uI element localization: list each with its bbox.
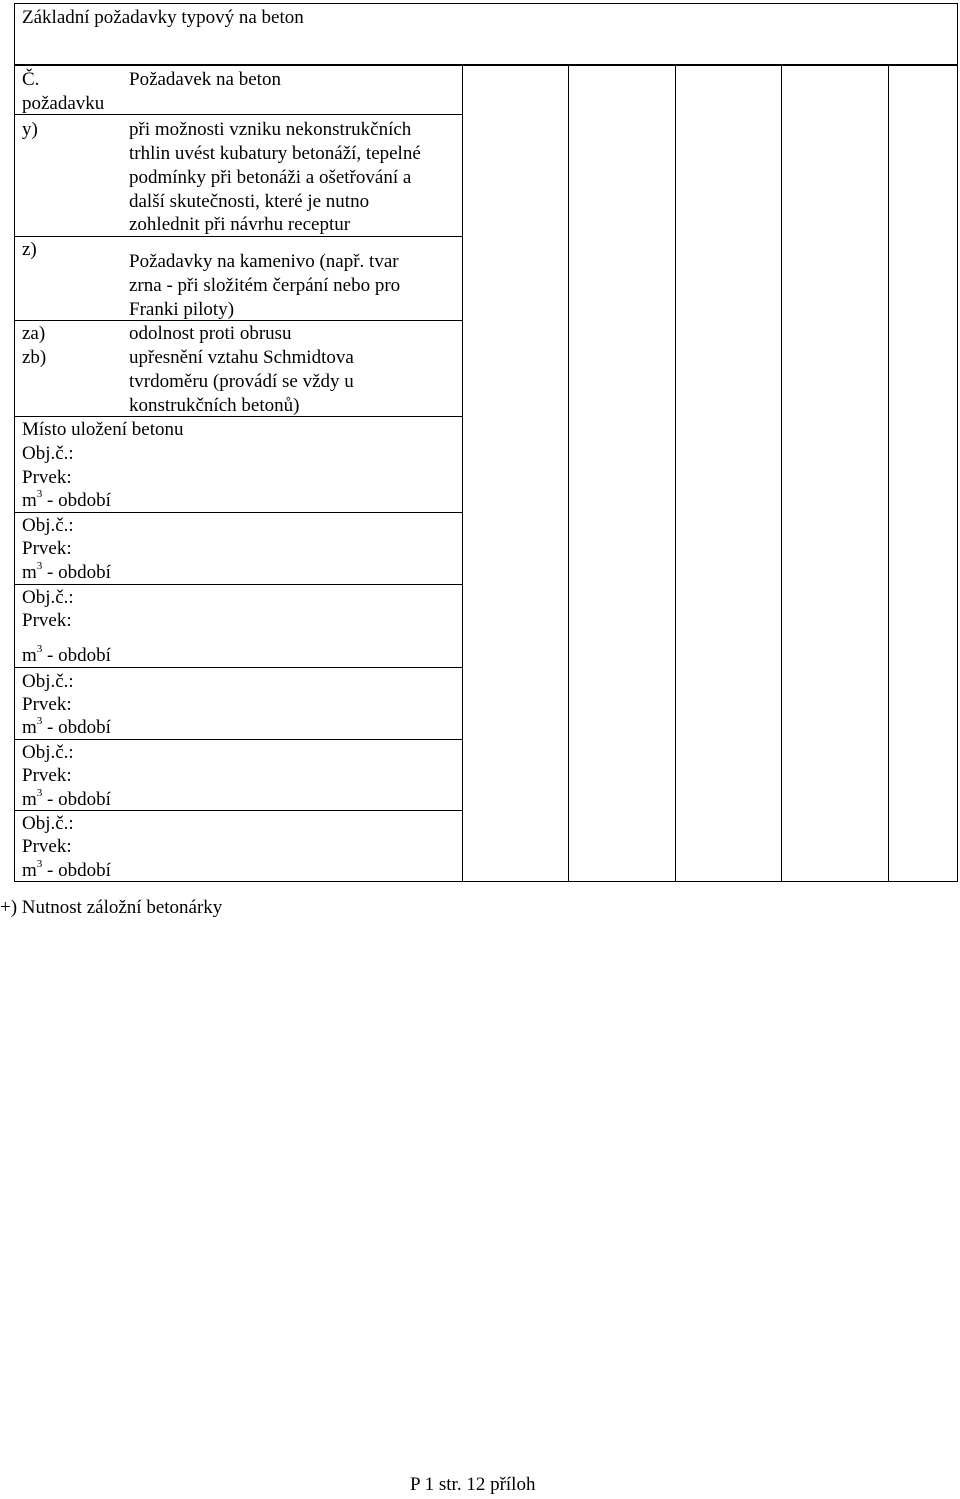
requirement-text-line: tvrdoměru (provádí se vždy u [129, 371, 354, 392]
object-element-label: Prvek: [22, 836, 72, 857]
requirement-text-line: další skutečnosti, které je nutno [129, 191, 370, 212]
object-element-label: Prvek: [22, 694, 72, 715]
requirement-text-line: odolnost proti obrusu [129, 323, 292, 344]
header-number-label: Č. [22, 69, 40, 90]
grid-column-line [462, 64, 463, 882]
requirement-text-line: při možnosti vzniku nekonstrukčních [129, 119, 412, 140]
table-left-border [14, 64, 15, 882]
footnote: +) Nutnost záložní betonárky [0, 897, 223, 918]
object-volume-period-label: $m^3$ - období [22, 857, 111, 881]
requirement-text-line: upřesnění vztahu Schmidtova [129, 347, 354, 368]
requirement-text-line: zrna - při složitém čerpání nebo pro [129, 275, 401, 296]
page-number-footer: P 1 str. 12 příloh [410, 1474, 536, 1495]
object-volume-period-label: $m^3$ - období [22, 786, 111, 810]
object-number-label: Obj.č.: [22, 742, 74, 763]
object-number-label: Obj.č.: [22, 587, 74, 608]
object-volume-period-label: $m^3$ - období [22, 487, 111, 511]
object-volume-period-label: $m^3$ - období [22, 559, 111, 583]
grid-column-line [888, 64, 889, 882]
requirement-code: zb) [22, 347, 47, 368]
object-number-label: Obj.č.: [22, 813, 74, 834]
object-number-label: Obj.č.: [22, 671, 74, 692]
page-title: Základní požadavky typový na beton [22, 7, 304, 28]
requirement-code: za) [22, 323, 46, 344]
object-element-label: Prvek: [22, 765, 72, 786]
table-bottom-border [14, 881, 958, 882]
object-volume-period-label: $m^3$ - období [22, 714, 111, 738]
title-box-top [14, 3, 958, 4]
grid-column-line [781, 64, 782, 882]
header-requirement-label: Požadavek na beton [129, 69, 281, 90]
object-element-label: Prvek: [22, 467, 72, 488]
requirement-text-line: Franki piloty) [129, 299, 235, 320]
location-heading: Místo uložení betonu [22, 419, 184, 440]
title-divider [14, 64, 958, 66]
title-box-left [14, 3, 15, 65]
requirement-text-line: konstrukčních betonů) [129, 395, 300, 416]
requirement-text-line: zohlednit při návrhu receptur [129, 214, 351, 235]
grid-column-line [568, 64, 569, 882]
header-number-label-2: požadavku [22, 93, 105, 114]
title-box-right [957, 3, 958, 881]
object-number-label: Obj.č.: [22, 515, 74, 536]
row-separator [14, 320, 463, 321]
requirement-text-line: podmínky při betonáži a ošetřování a [129, 167, 412, 188]
object-element-label: Prvek: [22, 610, 72, 631]
object-volume-period-label: $m^3$ - období [22, 642, 111, 666]
requirement-code: z) [22, 239, 37, 260]
requirement-text-line: trhlin uvést kubatury betonáží, tepelné [129, 143, 421, 164]
object-number-label: Obj.č.: [22, 443, 74, 464]
object-element-label: Prvek: [22, 538, 72, 559]
requirement-text-line: Požadavky na kamenivo (např. tvar [129, 251, 399, 272]
requirement-code: y) [22, 119, 38, 140]
grid-column-line [675, 64, 676, 882]
